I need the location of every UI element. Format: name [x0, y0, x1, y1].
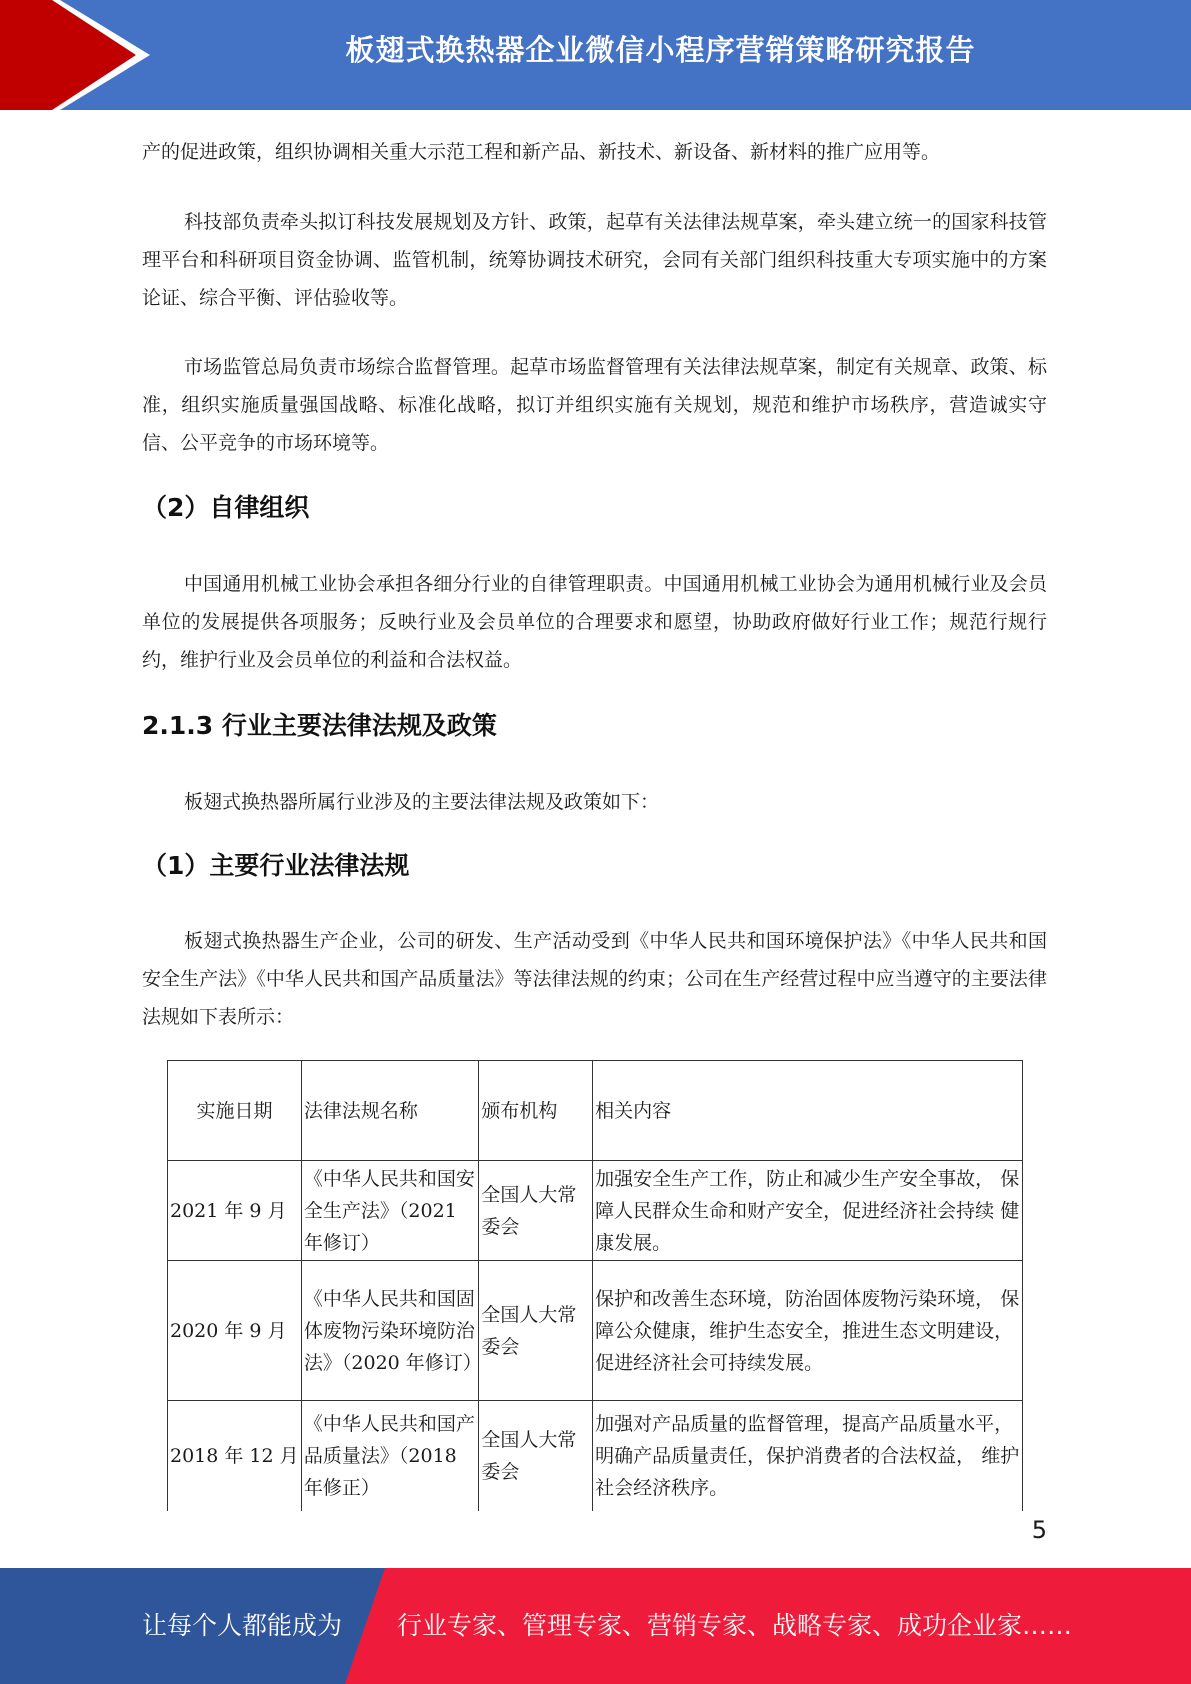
laws-table [167, 1060, 1023, 1511]
cell-law-name: 《中华人民共和国产品质量法》（2018 年修正） [301, 1401, 478, 1512]
footer-slogan-left: 让每个人都能成为 [142, 1611, 343, 1640]
paragraph-promotion: 产的促进政策，组织协调相关重大示范工程和新产品、新技术、新设备、新材料的推广应用等。 [142, 141, 941, 163]
heading-main-laws: （1）主要行业法律法规 [142, 851, 410, 880]
page-number: 5 [1031, 1516, 1047, 1544]
cell-authority: 全国人大常委会 [479, 1161, 593, 1261]
column-header-content: 相关内容 [593, 1061, 1023, 1161]
paragraph-association: 中国通用机械工业协会承担各细分行业的自律管理职责。中国通用机械工业协会为通用机械行业及会员单位的发展提供各项服务；反映行业及会员单位的合理要求和愿望，协助政府做好行业工作；规范行规行约，维护行业及会员单位的利益和合法权益。 [142, 573, 1047, 671]
cell-authority: 全国人大常委会 [479, 1401, 593, 1512]
column-header-authority: 颁布机构 [479, 1061, 593, 1161]
table-row [168, 1261, 1023, 1401]
page-header [0, 0, 1191, 110]
table-row [168, 1161, 1023, 1261]
paragraph-market-regulation: 市场监管总局负责市场综合监督管理。起草市场监督管理有关法律法规草案，制定有关规章、政策、标准，组织实施质量强国战略、标准化战略，拟订并组织实施有关规划，规范和维护市场秩序，营造诚实守信、公平竞争的市场环境等。 [142, 356, 1047, 454]
heading-self-regulatory: （2）自律组织 [142, 493, 310, 522]
footer-slogan-right: 行业专家、管理专家、营销专家、战略专家、成功企业家…… [397, 1611, 1073, 1640]
page-footer [0, 1568, 1191, 1684]
cell-date: 2020 年 9 月 [168, 1261, 302, 1401]
cell-law-name: 《中华人民共和国固体废物污染环境防治法》（2020 年修订） [301, 1261, 478, 1401]
cell-content: 保护和改善生态环境，防治固体废物污染环境， 保障公众健康，维护生态安全，推进生态文明建设， 促进经济社会可持续发展。 [593, 1261, 1023, 1401]
table-header-row [168, 1061, 1023, 1161]
cell-authority: 全国人大常委会 [479, 1261, 593, 1401]
cell-date: 2018 年 12 月 [168, 1401, 302, 1512]
cell-content: 加强安全生产工作，防止和减少生产安全事故， 保障人民群众生命和财产安全，促进经济社会持续 健康发展。 [593, 1161, 1023, 1261]
paragraph-intro-laws: 板翅式换热器所属行业涉及的主要法律法规及政策如下： [184, 791, 660, 813]
paragraph-laws-constraints: 板翅式换热器生产企业，公司的研发、生产活动受到《中华人民共和国环境保护法》《中华人民共和国安全生产法》《中华人民共和国产品质量法》等法律法规的约束；公司在生产经营过程中应当遵守的主要法律法规如下表所示： [142, 930, 1047, 1028]
cell-date: 2021 年 9 月 [168, 1161, 302, 1261]
column-header-law-name: 法律法规名称 [301, 1061, 478, 1161]
header-chevron-icon [0, 0, 160, 110]
report-title: 板翅式换热器企业微信小程序营销策略研究报告 [345, 33, 976, 67]
heading-section-2-1-3: 2.1.3 行业主要法律法规及政策 [142, 711, 497, 740]
cell-law-name: 《中华人民共和国安全生产法》（2021 年修订） [301, 1161, 478, 1261]
table-row [168, 1401, 1023, 1512]
column-header-date: 实施日期 [168, 1061, 302, 1161]
cell-content: 加强对产品质量的监督管理，提高产品质量水平，明确产品质量责任，保护消费者的合法权益， 维护社会经济秩序。 [593, 1401, 1023, 1512]
paragraph-ministry-science: 科技部负责牵头拟订科技发展规划及方针、政策，起草有关法律法规草案，牵头建立统一的国家科技管理平台和科研项目资金协调、监管机制，统筹协调技术研究，会同有关部门组织科技重大专项实施中的方案论证、综合平衡、评估验收等。 [142, 211, 1047, 309]
